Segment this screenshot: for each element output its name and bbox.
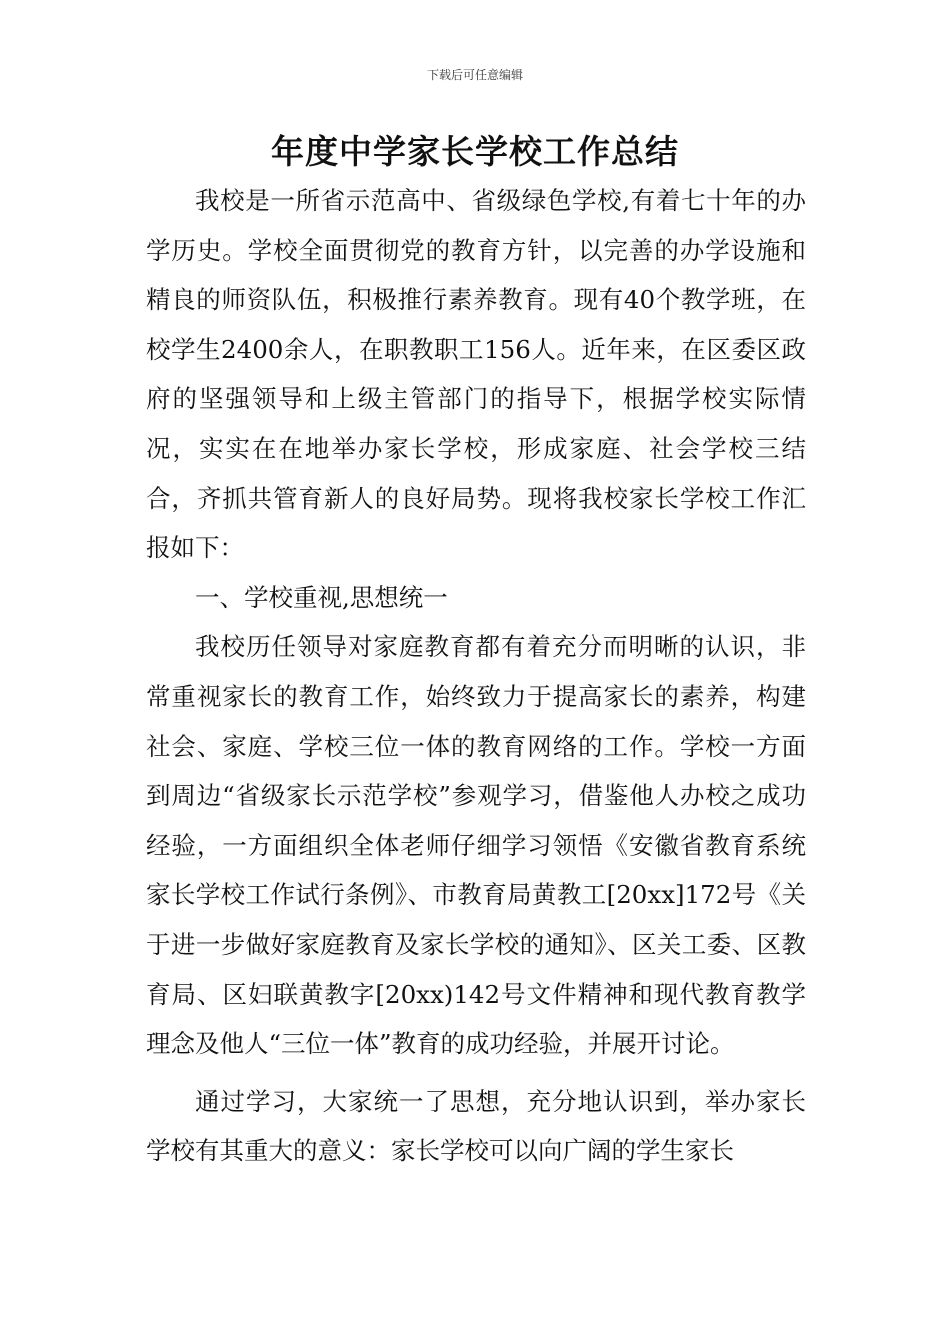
page-header-note: 下载后可任意编辑 bbox=[426, 68, 523, 82]
document-body bbox=[146, 176, 806, 1176]
paragraph-section-1: 我校历任领导对家庭教育都有着充分而明晰的认识，非常重视家长的教育工作，始终致力于提高家长的素养，构建社会、家庭、学校三位一体的教育网络的工作。学校一方面到周边“省级家长示范学校”参观学习，借鉴他人办校之成功经验，一方面组织全体老师仔细学习领悟《安徽省教育系统家长学校工作试行条例》、市教育局黄教工[20xx]172号《关于进一步做好家庭教育及家长学校的通知》、区关工委、区教育局、区妇联黄教字[20xx)142号文件精神和现代教育教学理念及他人“三位一体”教育的成功经验，并展开讨论。 bbox=[146, 632, 806, 1059]
paragraph-conclusion: 通过学习，大家统一了思想，充分地认识到，举办家长学校有其重大的意义：家长学校可以向广阔的学生家长 bbox=[146, 1086, 806, 1166]
document-title: 年度中学家长学校工作总结 bbox=[271, 132, 679, 171]
section-heading-1: 一、学校重视,思想统一 bbox=[195, 582, 448, 612]
paragraph-intro: 我校是一所省示范高中、省级绿色学校,有着七十年的办学历史。学校全面贯彻党的教育方针，以完善的办学设施和精良的师资队伍，积极推行素养教育。现有40个教学班，在校学生2400余人，在职教职工156人。近年来，在区委区政府的坚强领导和上级主管部门的指导下，根据学校实际情况，实实在在地举办家长学校，形成家庭、社会学校三结合，齐抓共管育新人的良好局势。现将我校家长学校工作汇报如下： bbox=[146, 186, 806, 563]
